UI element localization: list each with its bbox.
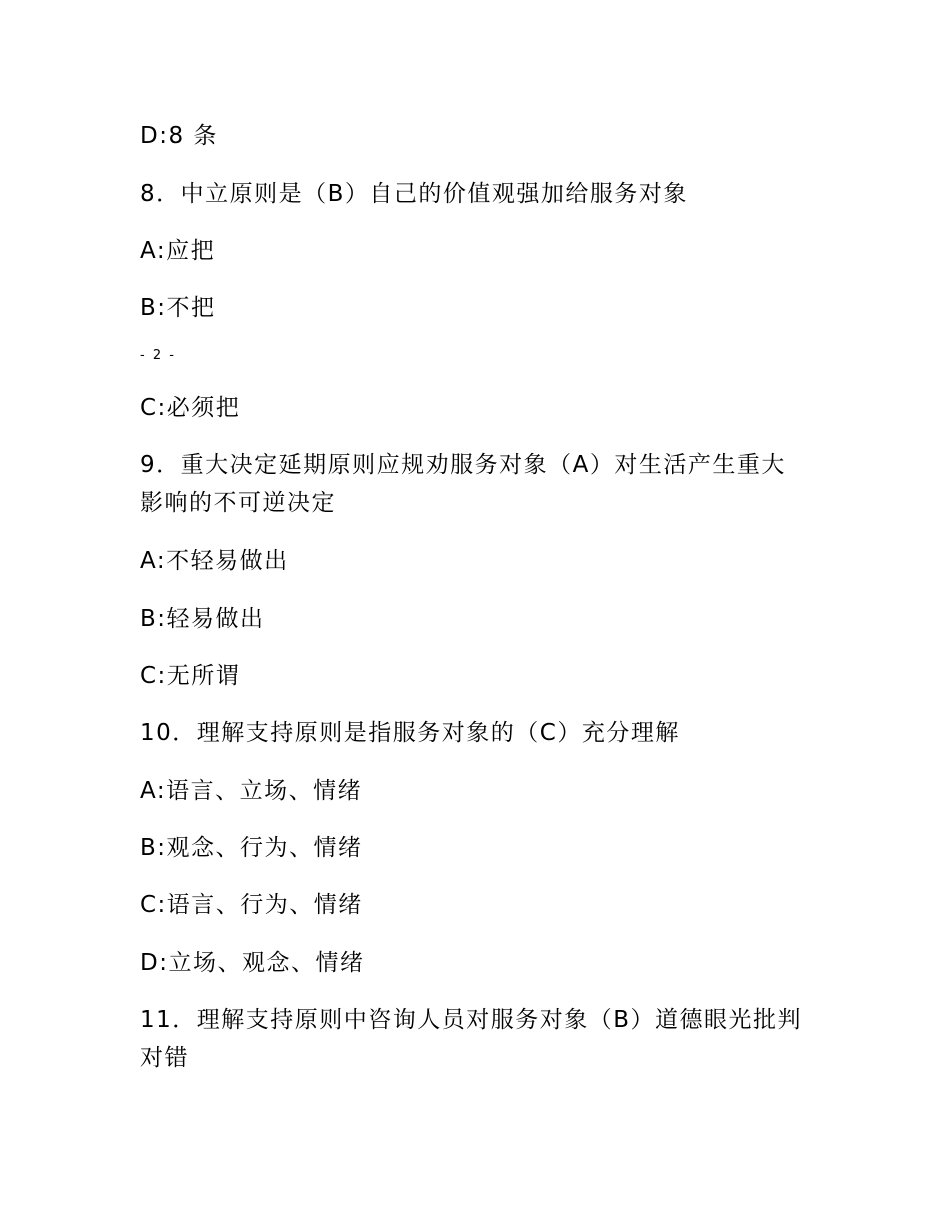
option-text: D:8 条 — [140, 123, 218, 149]
option-text: D:立场、观念、情绪 — [140, 950, 365, 976]
option-text: A:不轻易做出 — [140, 548, 289, 574]
option-text: B:观念、行为、情绪 — [140, 835, 363, 861]
page-number: - 2 - — [140, 348, 176, 363]
option-text: C:必须把 — [140, 395, 241, 421]
option-text: C:语言、行为、情绪 — [140, 892, 363, 918]
option-text: A:语言、立场、情绪 — [140, 778, 363, 804]
option-text: B:不把 — [140, 295, 216, 321]
question-text: 11．理解支持原则中咨询人员对服务对象（B）道德眼光批判对错 — [140, 1007, 803, 1071]
option-text: A:应把 — [140, 238, 216, 264]
question-text: 10．理解支持原则是指服务对象的（C）充分理解 — [140, 720, 680, 746]
question-text: 8．中立原则是（B）自己的价值观强加给服务对象 — [140, 181, 688, 207]
option-text: C:无所谓 — [140, 663, 241, 689]
question-text: 9．重大决定延期原则应规劝服务对象（A）对生活产生重大影响的不可逆决定 — [140, 452, 786, 516]
option-text: B:轻易做出 — [140, 606, 265, 632]
